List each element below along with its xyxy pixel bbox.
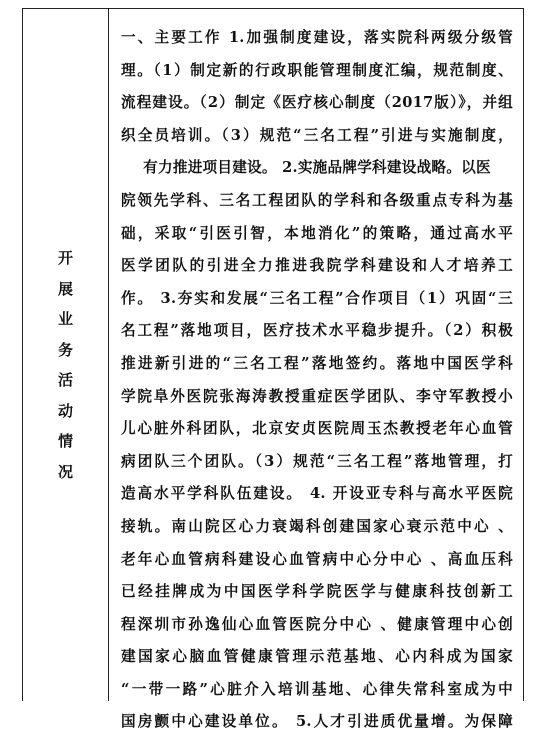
section-content-cell (109, 9, 523, 731)
content-line: 作。 3.夯实和发展“三名工程”合作项目（1）巩固“三 (121, 289, 513, 307)
section-label-char: 务 (57, 340, 73, 359)
content-line: 理。（1）制定新的行政职能管理制度汇编，规范制度、 (121, 61, 513, 79)
content-line: 造高水平学科队伍建设。 4. 开设亚专科与高水平医院 (121, 485, 513, 503)
content-line: 名工程”落地项目，医疗技术水平稳步提升。（2）积极 (121, 322, 513, 340)
content-line: “一带一路”心脏介入培训基地、心律失常科室成为中 (121, 680, 513, 698)
section-label-char: 开 (57, 249, 73, 267)
content-line: 国房颤中心建设单位。 5.人才引进质优量增。为保障 (121, 713, 513, 731)
content-line: 建国家心脑血管健康管理示范基地、心内科成为国家 (121, 648, 513, 666)
content-line: 流程建设。（2）制定《医疗核心制度（2017版）》，并组 (121, 94, 513, 112)
content-line: 学院阜外医院张海涛教授重症医学团队、李守军教授小 (121, 387, 513, 405)
content-line: 医学团队的引进全力推进我院学科建设和人才培养工 (121, 257, 513, 275)
section-label-char: 活 (57, 371, 73, 389)
section-label (23, 243, 108, 487)
content-line: 础，采取“引医引智，本地消化”的策略，通过高水平 (121, 224, 513, 242)
section-label-char: 动 (57, 401, 73, 420)
section-label-char: 情 (57, 432, 73, 450)
content-line: 程深圳市孙逸仙心血管医院分中心 、健康管理中心创 (121, 615, 513, 633)
content-line: 病团队三个团队。（3）规范“三名工程”落地管理，打 (121, 452, 513, 470)
content-line: 老年心血管病科建设心血管病中心分中心 、高血压科 (121, 550, 513, 568)
content-line: 已经挂牌成为中国医学科学院医学与健康科技创新工 (121, 583, 513, 601)
content-line: 院领先学科、三名工程团队的学科和各级重点专科为基 (121, 191, 513, 209)
section-label-char: 展 (57, 279, 73, 298)
content-line: 织全员培训。（3）规范“三名工程”引进与实施制度， (121, 126, 513, 144)
section-label-char: 业 (57, 310, 73, 328)
content-line: 有力推进项目建设。 2.实施品牌学科建设战略。以医 (143, 159, 491, 177)
section-label-char: 况 (57, 462, 73, 481)
activity-report-table (22, 8, 524, 731)
section-label-cell (23, 9, 109, 701)
content-line: 接轨。南山院区心力衰竭科创建国家心衰示范中心 、 (121, 517, 513, 535)
content-line: 儿心脏外科团队，北京安贞医院周玉杰教授老年心血管 (121, 420, 513, 438)
content-line: 一、主要工作 1.加强制度建设，落实院科两级分级管 (121, 29, 513, 46)
content-line: 推进新引进的“三名工程”落地签约。落地中国医学科 (121, 354, 513, 372)
